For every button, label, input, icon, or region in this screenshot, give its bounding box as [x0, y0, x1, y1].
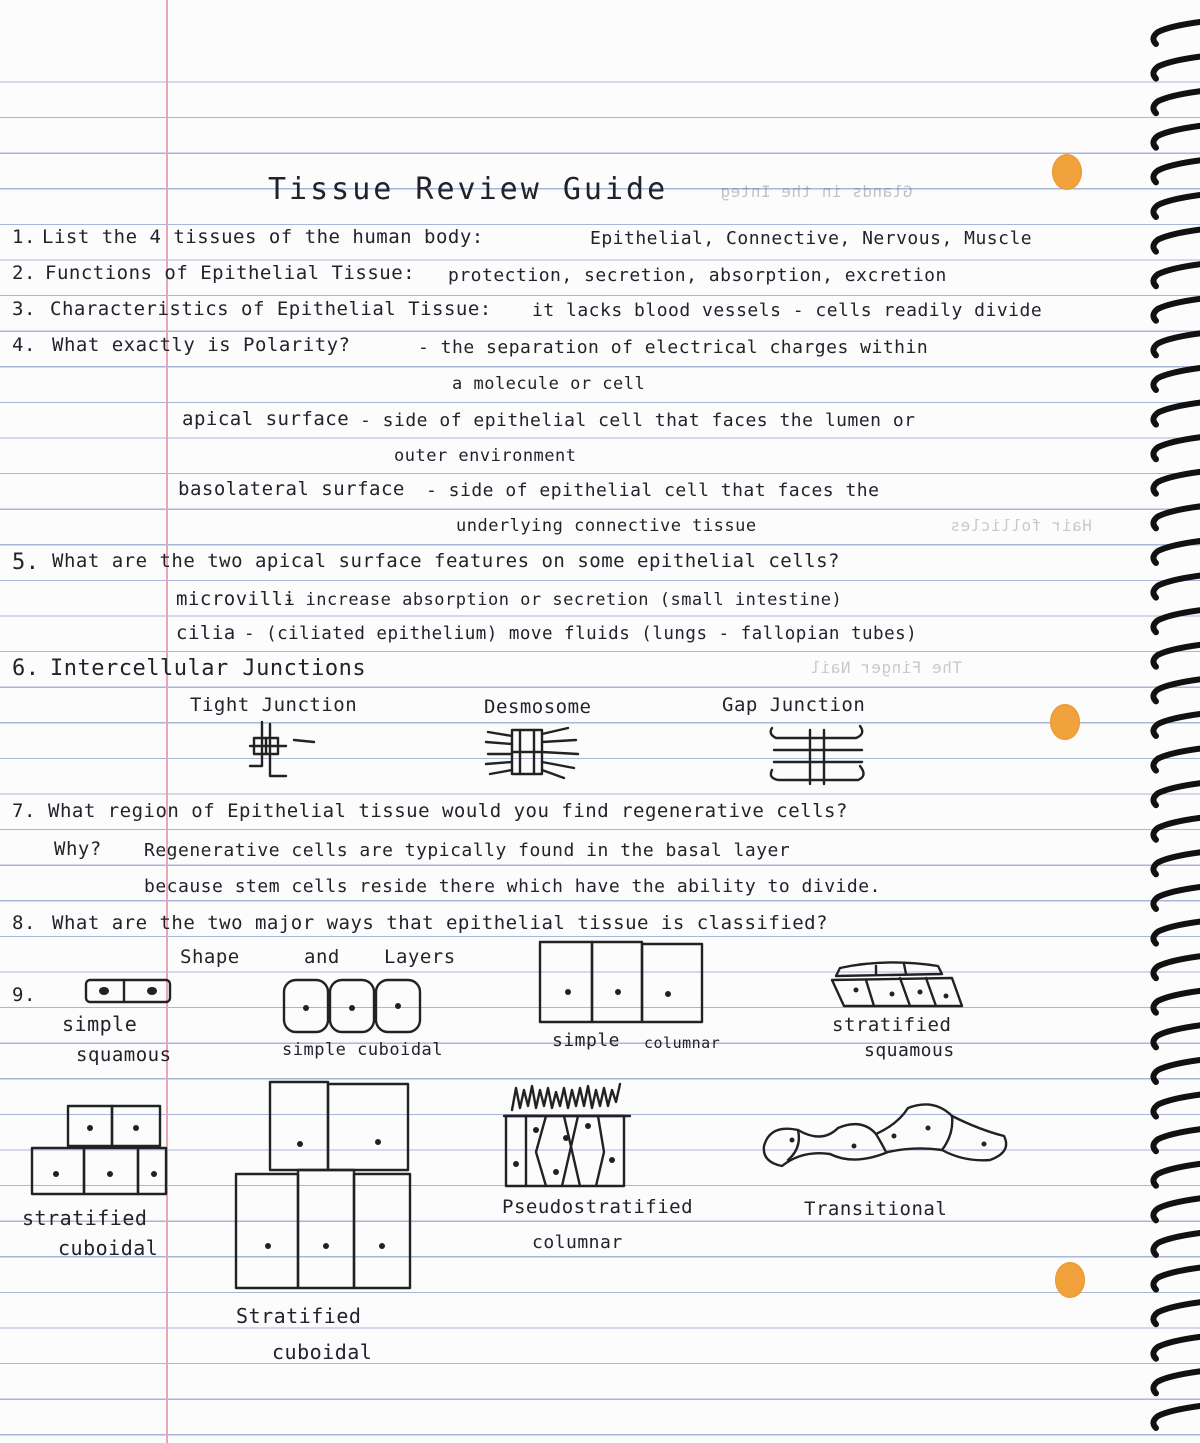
stratified-cuboidal-large-drawing — [232, 1078, 416, 1300]
tight-junction-drawing — [240, 718, 320, 782]
apical-surface-term: apical surface — [182, 408, 350, 430]
spiral-coil — [1153, 1129, 1200, 1151]
stratified-cuboidal-label-b: cuboidal — [58, 1236, 159, 1260]
spiral-coil — [1153, 403, 1200, 425]
q3-answer: it lacks blood vessels - cells readily divide — [532, 300, 1043, 321]
pseudostratified-label-a: Pseudostratified — [502, 1196, 694, 1218]
q9-number: 9. — [12, 984, 36, 1006]
simple-squamous-label-a: simple — [62, 1012, 138, 1036]
spiral-coil — [1153, 610, 1200, 632]
spiral-coil — [1153, 922, 1200, 944]
transitional-label: Transitional — [804, 1198, 948, 1220]
q4-answer: - the separation of electrical charges within — [418, 337, 929, 358]
spiral-coil — [1153, 576, 1200, 598]
stratified-cuboidal-large-label-a: Stratified — [236, 1304, 362, 1328]
spiral-coil — [1153, 645, 1200, 667]
spiral-coil — [1153, 1025, 1200, 1047]
q2-number: 2. — [12, 262, 36, 284]
spiral-coil — [1153, 956, 1200, 978]
page-title: Tissue Review Guide — [268, 172, 669, 207]
spiral-coil — [1153, 472, 1200, 494]
simple-columnar-drawing — [536, 938, 712, 1028]
q6-text: Intercellular Junctions — [50, 656, 367, 681]
simple-cuboidal-label: simple cuboidal — [282, 1040, 444, 1060]
spiral-binding — [1140, 0, 1200, 1443]
desmosome-drawing — [484, 722, 584, 782]
spiral-coil — [1153, 1095, 1200, 1117]
punch-hole-middle — [1050, 704, 1080, 740]
q8-text: What are the two major ways that epithelial tissue is classified? — [52, 912, 829, 934]
stratified-squamous-label-b: squamous — [864, 1040, 955, 1061]
spiral-coil — [1153, 1164, 1200, 1186]
punch-hole-top — [1052, 154, 1082, 190]
q4-number: 4. — [12, 334, 36, 356]
stratified-squamous-drawing — [826, 958, 966, 1014]
tight-junction-label: Tight Junction — [190, 694, 358, 716]
spiral-coil — [1153, 264, 1200, 286]
spiral-coil — [1153, 22, 1200, 44]
transitional-drawing — [758, 1100, 1014, 1176]
spiral-coil — [1153, 506, 1200, 528]
simple-columnar-label-a: simple — [552, 1030, 621, 1051]
q8-answer-and: and — [304, 946, 340, 968]
q7-number: 7. — [12, 800, 36, 822]
microvilli-definition: - increase absorption or secretion (small intestine) — [284, 590, 843, 610]
simple-columnar-label-b: columnar — [644, 1034, 721, 1052]
simple-squamous-drawing — [84, 976, 174, 1006]
apical-surface-definition-cont: outer environment — [394, 446, 577, 466]
spiral-coil — [1153, 160, 1200, 182]
q1-number: 1. — [12, 226, 36, 248]
spiral-coil — [1153, 368, 1200, 390]
spiral-coil — [1153, 1060, 1200, 1082]
spiral-coil — [1153, 714, 1200, 736]
cilia-definition: - (ciliated epithelium) move fluids (lungs - fallopian tubes) — [244, 624, 918, 644]
spiral-coil — [1153, 1406, 1200, 1428]
spiral-coil — [1153, 195, 1200, 217]
spiral-coil — [1153, 57, 1200, 79]
spiral-coil — [1153, 1198, 1200, 1220]
microvilli-term: microvilli — [176, 588, 296, 610]
q2-answer: protection, secretion, absorption, excretion — [448, 265, 947, 286]
stratified-squamous-label-a: stratified — [832, 1014, 952, 1036]
spiral-coil — [1153, 437, 1200, 459]
spiral-coil — [1153, 541, 1200, 563]
punch-hole-bottom — [1055, 1262, 1085, 1298]
spiral-coil — [1153, 749, 1200, 771]
basolateral-surface-definition: - side of epithelial cell that faces the — [426, 480, 880, 501]
pseudostratified-label-b: columnar — [532, 1232, 623, 1253]
spiral-coil — [1153, 818, 1200, 840]
cilia-term: cilia — [176, 622, 236, 644]
q6-number: 6. — [12, 656, 40, 681]
q1-answer: Epithelial, Connective, Nervous, Muscle — [590, 228, 1033, 249]
spiral-coil — [1153, 679, 1200, 701]
q8-answer-layers: Layers — [384, 946, 456, 968]
basolateral-surface-term: basolateral surface — [178, 478, 405, 500]
spiral-coil — [1153, 1233, 1200, 1255]
margin-line — [166, 0, 168, 1443]
q8-answer-shape: Shape — [180, 946, 240, 968]
spiral-coil — [1153, 299, 1200, 321]
spiral-coil — [1153, 126, 1200, 148]
q8-number: 8. — [12, 912, 36, 934]
q3-number: 3. — [12, 298, 36, 320]
q7-text: What region of Epithelial tissue would you find regenerative cells? — [48, 800, 848, 822]
q7-why: Why? — [54, 838, 102, 860]
spiral-coil — [1153, 1371, 1200, 1393]
spiral-coil — [1153, 1268, 1200, 1290]
stratified-cuboidal-label-a: stratified — [22, 1206, 148, 1230]
q3-text: Characteristics of Epithelial Tissue: — [50, 298, 492, 320]
stratified-cuboidal-drawing — [28, 1102, 170, 1200]
gap-junction-label: Gap Junction — [722, 694, 866, 716]
bleed-through-text-1: Glands in the Integ — [720, 182, 913, 201]
q7-answer: Regenerative cells are typically found in the basal layer — [144, 840, 791, 861]
bleed-through-text-3: The Finger Nail — [810, 658, 962, 677]
simple-squamous-label-b: squamous — [76, 1044, 172, 1066]
spiral-coil — [1153, 887, 1200, 909]
q7-answer-cont: because stem cells reside there which have the ability to divide. — [144, 876, 881, 897]
spiral-coil — [1153, 991, 1200, 1013]
q5-number: 5. — [12, 550, 40, 575]
q2-text: Functions of Epithelial Tissue: — [45, 262, 416, 284]
spiral-coil — [1153, 1337, 1200, 1359]
bleed-through-text-2: Hair follicles — [950, 516, 1092, 535]
desmosome-label: Desmosome — [484, 696, 592, 718]
q4-answer-cont: a molecule or cell — [452, 374, 646, 394]
apical-surface-definition: - side of epithelial cell that faces the lumen or — [360, 410, 916, 431]
spiral-coil — [1153, 852, 1200, 874]
spiral-coil — [1153, 333, 1200, 355]
basolateral-surface-definition-cont: underlying connective tissue — [456, 516, 757, 536]
spiral-coil — [1153, 91, 1200, 113]
simple-cuboidal-drawing — [280, 976, 430, 1038]
spiral-coil — [1153, 1302, 1200, 1324]
gap-junction-drawing — [766, 720, 870, 786]
spiral-coil — [1153, 783, 1200, 805]
q5-text: What are the two apical surface features on some epithelial cells? — [52, 550, 840, 572]
spiral-coil — [1153, 230, 1200, 252]
q4-text: What exactly is Polarity? — [52, 334, 351, 356]
pseudostratified-columnar-drawing — [500, 1082, 636, 1192]
q1-text: List the 4 tissues of the human body: — [42, 226, 484, 248]
stratified-cuboidal-large-label-b: cuboidal — [272, 1340, 373, 1364]
